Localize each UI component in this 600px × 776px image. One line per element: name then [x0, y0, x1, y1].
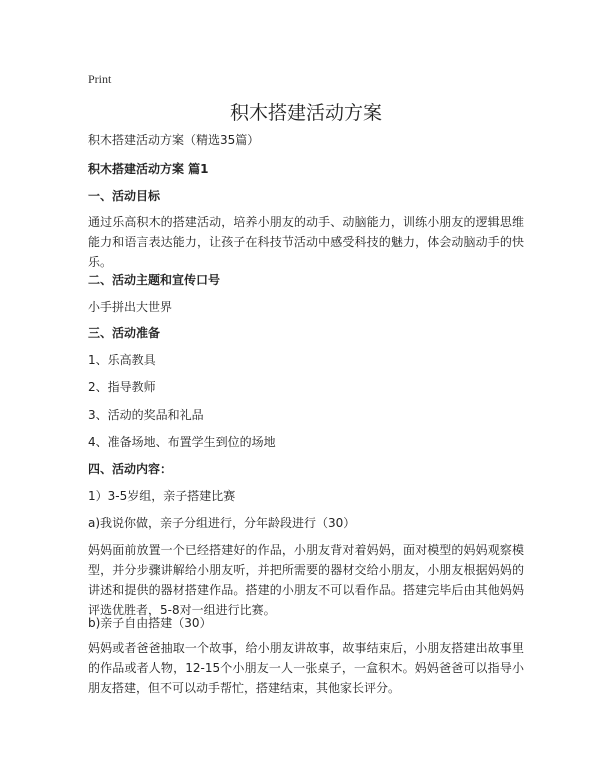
prep-item-2: 2、指导教师 [88, 380, 156, 394]
print-label: Print [88, 72, 112, 86]
section1-text: 通过乐高积木的搭建活动，培养小朋友的动手、动脑能力，训练小朋友的逻辑思维能力和语言表达能力，让孩子在科技节活动中感受科技的魅力，体会动脑动手的快乐。 [88, 215, 524, 269]
section2-text: 小手拼出大世界 [88, 300, 173, 314]
section3-heading: 三、活动准备 [88, 326, 161, 340]
item1b-text: 妈妈或者爸爸抽取一个故事，给小朋友讲故事，故事结束后，小朋友搭建出故事里的作品或者人物，12-15个小朋友一人一张桌子，一盒积木。妈妈爸爸可以指导小朋友搭建，但不可以动手帮忙，搭建结束，其他家长评分。 [88, 641, 524, 695]
chapter-heading: 积木搭建活动方案 篇1 [88, 162, 209, 176]
prep-item-4: 4、准备场地、布置学生到位的场地 [88, 435, 276, 449]
item1a-heading: a)我说你做，亲子分组进行，分年龄段进行（30） [88, 516, 356, 530]
item1a-text: 妈妈面前放置一个已经搭建好的作品，小朋友背对着妈妈，面对模型的妈妈观察模型，并分步骤讲解给小朋友听，并把所需要的器材交给小朋友，小朋友根据妈妈的讲述和提供的器材搭建作品。搭建的小朋友不可以看作品。搭建完毕后由其他妈妈评选优胜者，5-8对一组进行比赛。 [88, 543, 524, 617]
document-subtitle: 积木搭建活动方案（精选35篇） [88, 133, 260, 147]
section4-heading: 四、活动内容： [88, 462, 173, 476]
item1b-heading: b)亲子自由搭建（30） [88, 616, 212, 630]
section2-heading: 二、活动主题和宣传口号 [88, 273, 221, 287]
prep-item-1: 1、乐高教具 [88, 353, 156, 367]
section1-heading: 一、活动目标 [88, 189, 161, 203]
document-title: 积木搭建活动方案 [229, 102, 382, 124]
prep-item-3: 3、活动的奖品和礼品 [88, 408, 204, 422]
item1-heading: 1）3-5岁组，亲子搭建比赛 [88, 489, 236, 503]
